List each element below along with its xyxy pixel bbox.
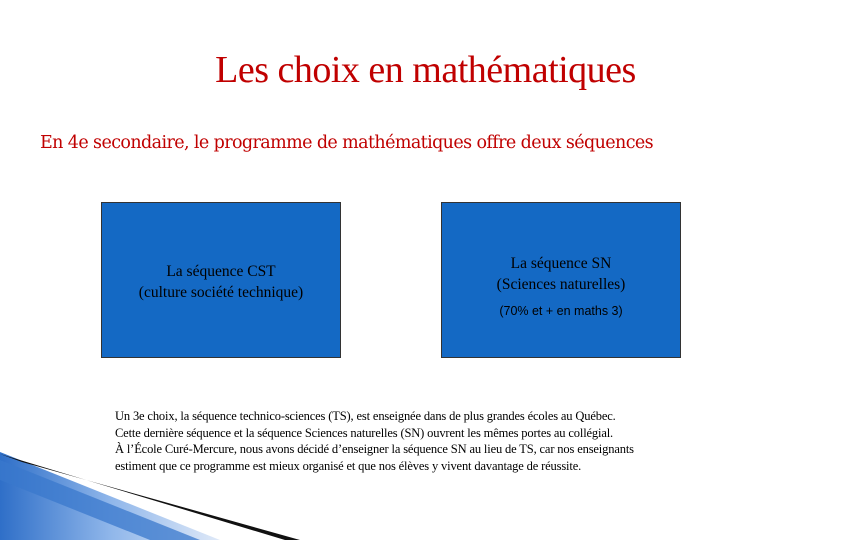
sequence-sn-subtitle: (Sciences naturelles) [496,276,626,293]
paragraph-line: Un 3e choix, la séquence technico-sciences (TS), est enseignée dans de plus grandes écoles au Québec. [115,409,616,423]
sequence-sn-title: La séquence SN [510,255,612,272]
sequence-cst-subtitle: (culture société technique) [138,284,304,301]
sequence-sn-note: (70% et + en maths 3) [499,304,623,318]
sequence-sn-box [441,202,681,358]
page-subtitle: En 4e secondaire, le programme de mathématiques offre deux séquences [40,133,654,153]
decorative-swoosh [0,440,851,540]
page-title: Les choix en mathématiques [215,49,636,91]
paragraph-line: À l’École Curé-Mercure, nous avons décidé d’enseigner la séquence SN au lieu de TS, car nos enseignants [115,442,634,456]
paragraph-line: Cette dernière séquence et la séquence Sciences naturelles (SN) ouvrent les mêmes portes au collégial. [115,425,614,440]
sequence-cst-box [101,202,341,358]
paragraph-line: estiment que ce programme est mieux organisé et que nos élèves y vivent davantage de réussite. [115,458,582,473]
sequence-cst-title: La séquence CST [166,263,276,280]
